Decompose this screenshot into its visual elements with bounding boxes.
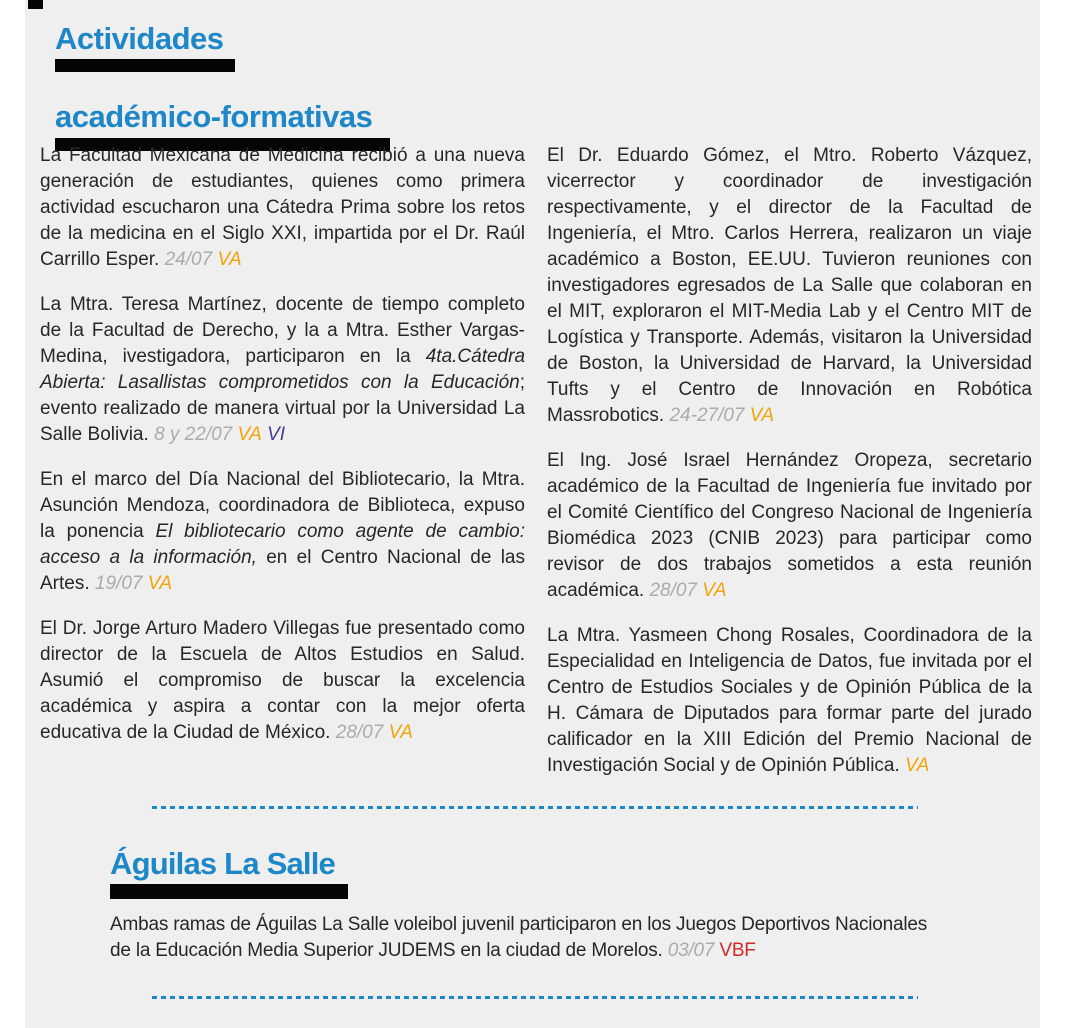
page-corner-mark	[28, 0, 43, 9]
tag-va: VA	[702, 580, 727, 601]
tag-va: VA	[217, 249, 242, 270]
tag-va: VA	[237, 424, 262, 445]
article-date: 28/07	[649, 580, 697, 601]
article-viaje-boston	[547, 143, 1032, 429]
article-altos-estudios-salud	[40, 616, 525, 746]
aguilas-title: Águilas La Salle	[110, 846, 335, 881]
article-jurado-camara-diputados	[547, 623, 1032, 779]
article-date: 28/07	[335, 722, 384, 743]
article-date: 24/07	[164, 249, 213, 270]
dashed-divider	[152, 806, 918, 809]
article-dia-bibliotecario	[40, 467, 525, 597]
article-text-italic: El bibliotecario como agente de cambio: acceso a la información,	[40, 521, 525, 568]
article-text: La Mtra. Teresa Martínez, docente de tiempo completo de la Facultad de Derecho, y la a Mtra. Esther Vargas-Medina, ivestigadora, participaron en la	[40, 294, 525, 367]
article-date: 03/07	[667, 940, 715, 961]
article-catedra-abierta-bolivia	[40, 292, 525, 448]
article-date: 8 y 22/07	[154, 424, 233, 445]
right-column	[547, 143, 1032, 798]
tag-vi: VI	[267, 424, 286, 445]
article-text-italic: 4ta.Cátedra Abierta: Lasallistas comprometidos con la Educación	[40, 346, 526, 393]
tag-va: VA	[749, 405, 775, 426]
article-voleibol-judems	[110, 912, 938, 964]
activities-section-header	[55, 22, 390, 151]
article-text: La Facultad Mexicana de Medicina recibió a una nueva generación de estudiantes, quienes como primera actividad escucharon una Cátedra Prima sobre los retos de la medicina en el Siglo XXI, impartida por el Dr. Raúl Carrillo Esper.	[40, 145, 525, 270]
activities-title-line2: académico-formativas	[55, 99, 373, 134]
tag-va: VA	[147, 573, 173, 594]
article-text: El Dr. Jorge Arturo Madero Villegas fue presentado como director de la Escuela de Altos Estudios en Salud. Asumió el compromiso de buscar la excelencia académica y aspira a contar con la mejor oferta educativa de la Ciudad de México.	[40, 618, 525, 743]
title-underline-bar	[110, 884, 348, 899]
article-text: Ambas ramas de Águilas La Salle voleibol juvenil participaron en los Juegos Deportivos Nacionales de la Educación Media Superior JUDEMS en la ciudad de Morelos.	[110, 914, 928, 961]
article-medicina-catedra-prima	[40, 143, 525, 273]
article-text: en el Centro Nacional de las Artes.	[40, 547, 526, 594]
article-text: El Ing. José Israel Hernández Oropeza, secretario académico de la Facultad de Ingeniería fue invitado por el Comité Científico del Congreso Nacional de Ingeniería Biomédica 2023 (CNIB 2023) para participar como revisor de dos trabajos sometidos a esta reunión académica.	[547, 450, 1032, 601]
articles-columns	[40, 143, 1032, 798]
article-text: La Mtra. Yasmeen Chong Rosales, Coordinadora de la Especialidad en Inteligencia de Datos, fue invitada por el Centro de Estudios Sociales y de Opinión Pública de la H. Cámara de Diputados para formar parte del jurado calificador en la XIII Edición del Premio Nacional de Investigación Social y de Opinión Pública.	[547, 625, 1032, 776]
title-underline-bar	[55, 59, 235, 72]
newsletter-page	[25, 0, 1040, 1028]
tag-va: VA	[388, 722, 413, 743]
tag-vbf: VBF	[719, 940, 756, 961]
article-date: 24-27/07	[669, 405, 745, 426]
article-text: ; evento realizado de manera virtual por la Universidad La Salle Bolivia.	[40, 372, 525, 445]
article-text: En el marco del Día Nacional del Bibliotecario, la Mtra. Asunción Mendoza, coordinadora de Biblioteca, expuso la ponencia	[40, 469, 525, 542]
article-cnib-2023	[547, 448, 1032, 604]
article-text: El Dr. Eduardo Gómez, el Mtro. Roberto Vázquez, vicerrector y coordinador de investigación respectivamente, y el director de la Facultad de Ingeniería, el Mtro. Carlos Herrera, realizaron un viaje académico a Boston, EE.UU. Tuvieron reuniones con investigadores egresados de La Salle que colaboran en el MIT, exploraron el MIT-Media Lab y el Centro MIT de Logística y Transporte. Además, visitaron la Universidad de Boston, la Universidad de Harvard, la Universidad Tufts y el Centro de Innovación en Robótica Massrobotics.	[547, 145, 1032, 426]
tag-va: VA	[905, 755, 930, 776]
dashed-divider	[152, 996, 918, 999]
activities-title-line1: Actividades	[55, 21, 224, 56]
left-column	[40, 143, 525, 798]
aguilas-section-header	[110, 846, 348, 899]
article-date: 19/07	[94, 573, 143, 594]
